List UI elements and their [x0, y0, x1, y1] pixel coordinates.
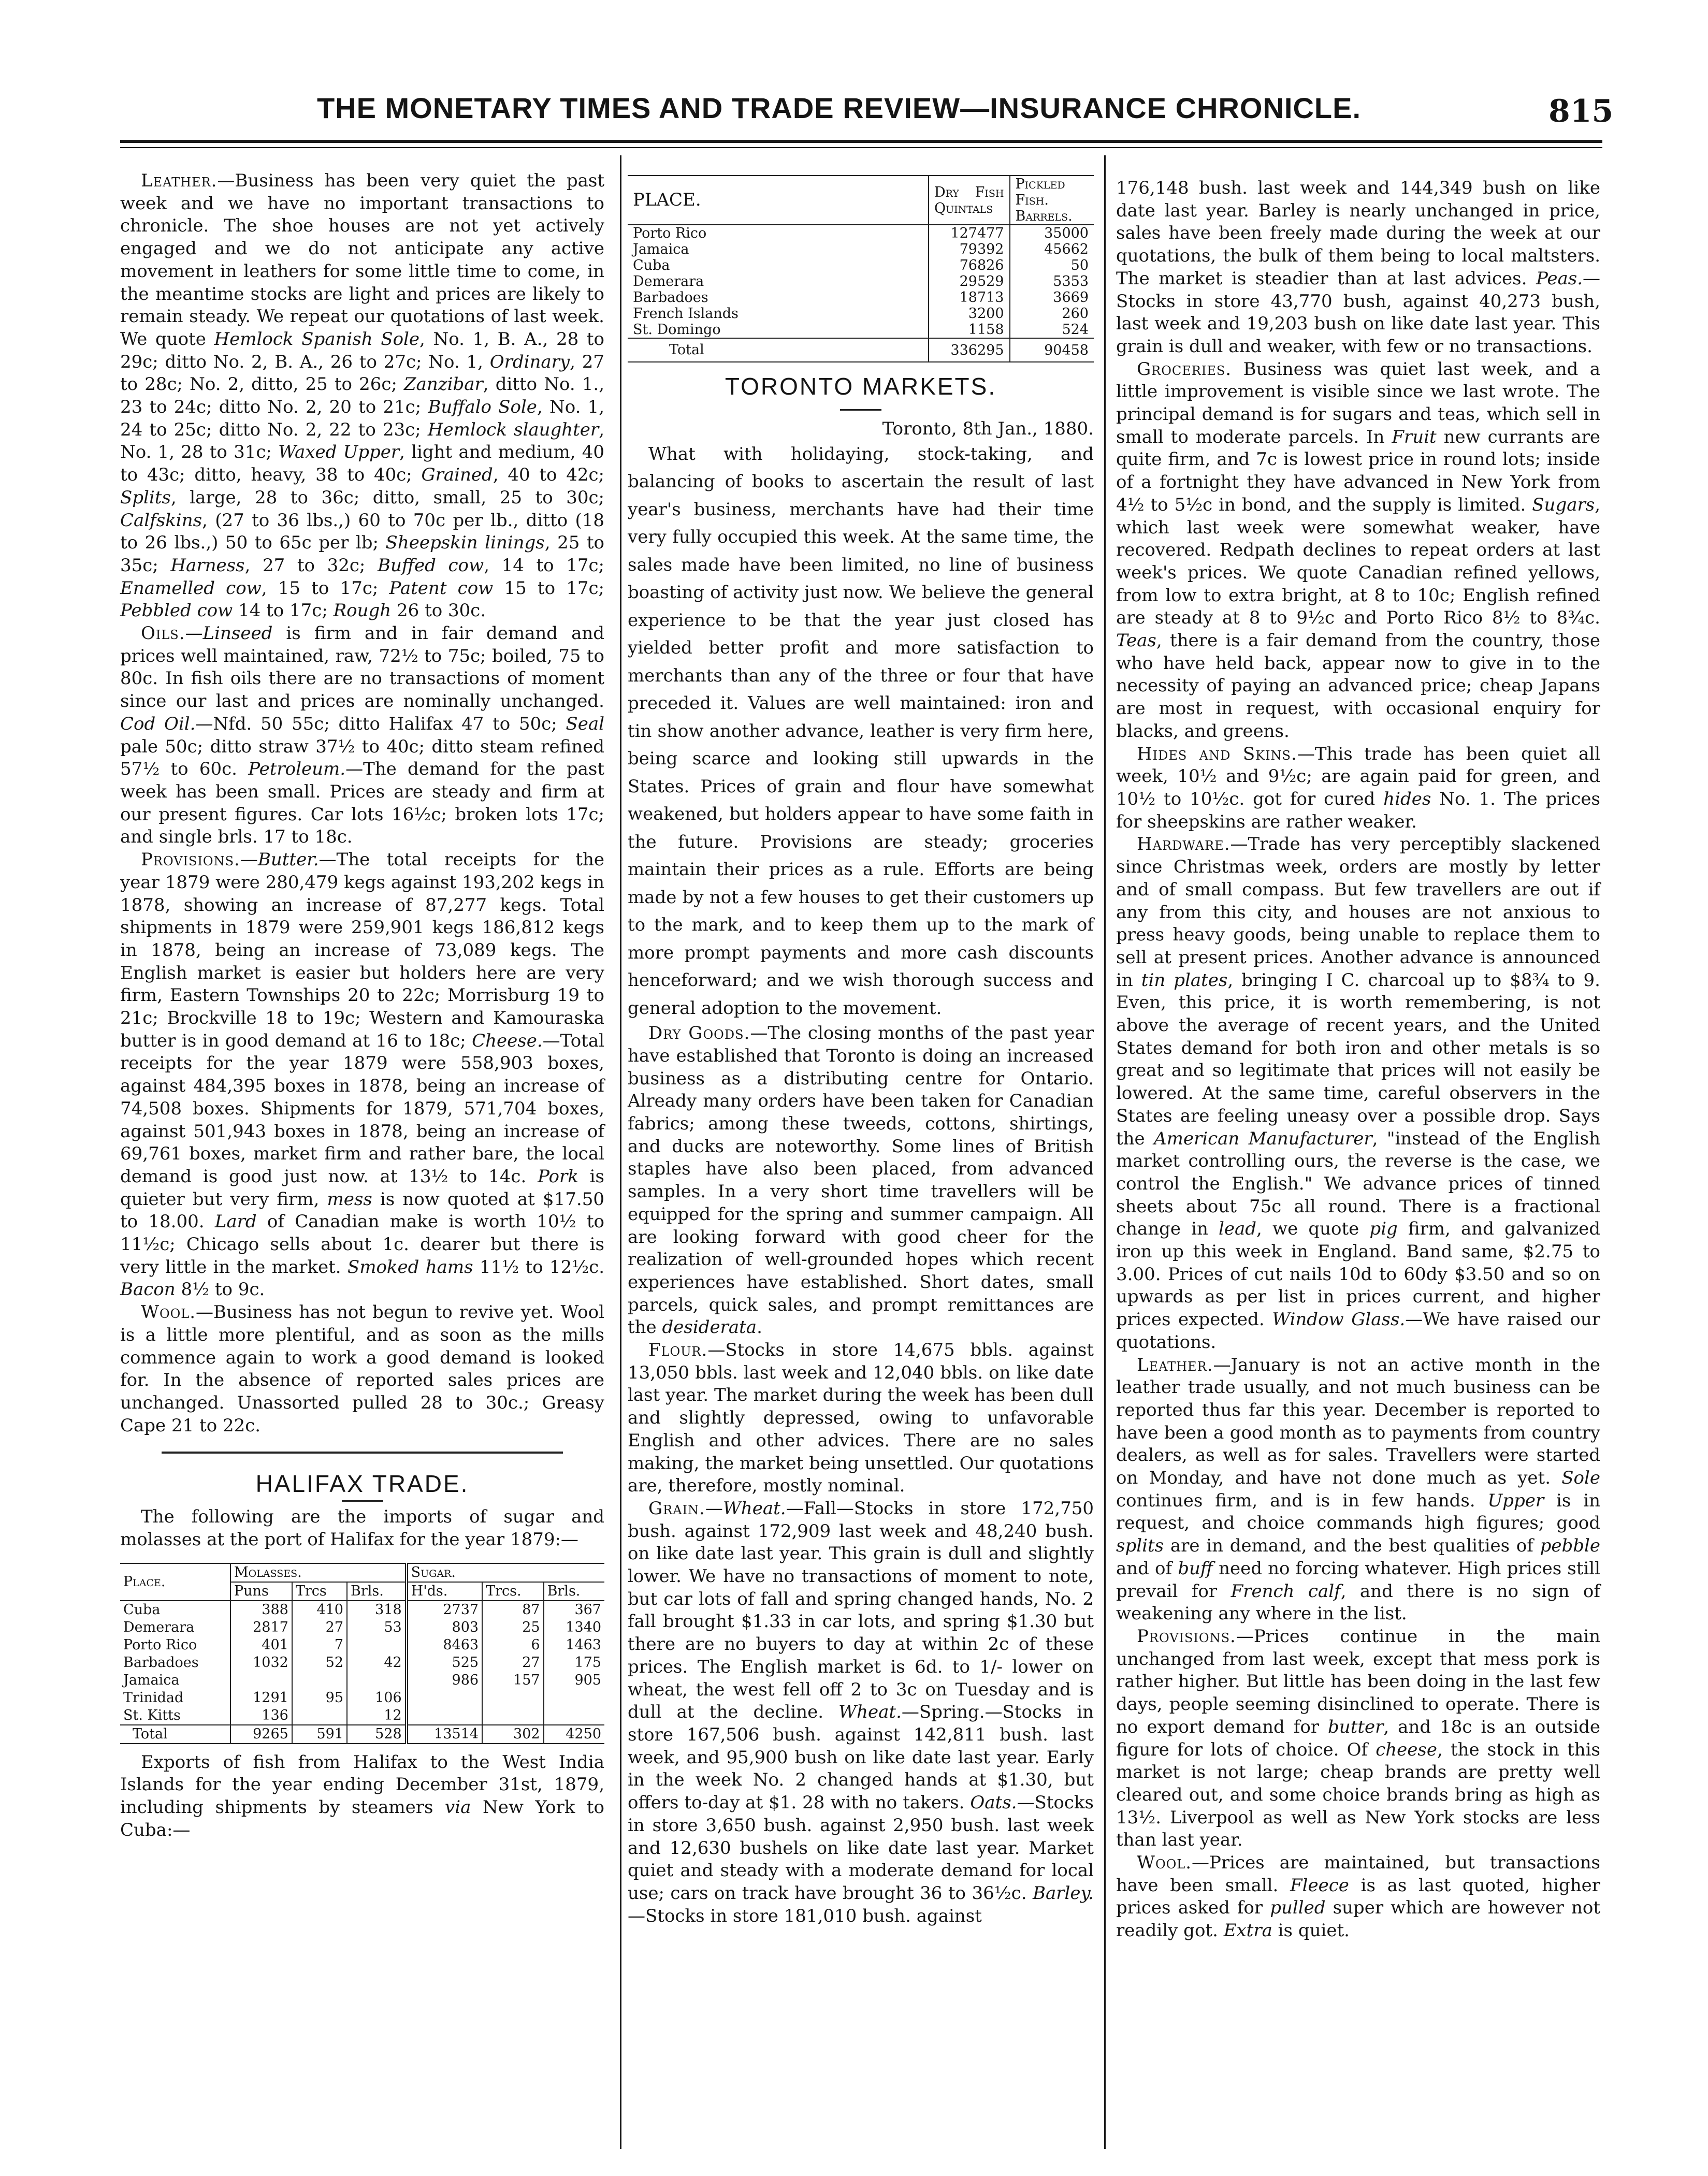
table-row	[120, 1707, 604, 1725]
italic-term: Harness	[170, 555, 245, 576]
section-lead: Oils.	[141, 623, 185, 644]
italic-term: Calfskins	[120, 510, 202, 531]
italic-term: tin plates	[1141, 969, 1228, 991]
section-lead: Hides and Skins.	[1137, 743, 1297, 764]
table-cell: French Islands	[633, 306, 739, 322]
section-lead: Provisions.	[1137, 1626, 1236, 1647]
italic-term: Buffalo Sole	[428, 397, 537, 418]
italic-term: cheese	[1376, 1739, 1437, 1760]
table-cell: 260	[1010, 306, 1094, 322]
paragraph: Provisions.—Butter.—The total receipts for the year 1879 were 280,479 kegs against 193,202 kegs in 1878, showing an increase of 87,277 kegs. Total shipments in 1879 were 259,901 kegs 186,812 kegs in 1878, being an increase of 73,089 kegs. The English market is easier but holders here are very firm, Eastern Townships 20 to 22c; Morrisburg 19 to 21c; Brockville 18 to 19c; Western and Kamouraska butter is in good demand at 16 to 18c; Cheese.—Total receipts for the year 1879 were 558,903 boxes, against 484,395 boxes in 1878, being an increase of 74,508 boxes. Shipments for 1879, 571,704 boxes, against 501,943 boxes in 1878, being an increase of 69,761 boxes, market firm and rather bare, the local demand is good just now. at 13½ to 14c. Pork is quieter but very firm, mess is now quoted at $17.50 to 18.00. Lard of Canadian make is worth 10½ to 11½c; Chicago sells about 1c. dearer but there is very little in the market. Smoked hams 11½ to 12½c. Bacon 8½ to 9c.	[120, 849, 605, 1300]
heading-dash	[342, 1500, 383, 1502]
table-cell: Trinidad	[123, 1689, 184, 1706]
table-cell: 13514	[407, 1725, 482, 1744]
italic-term: desiderata	[662, 1317, 757, 1338]
table-cell	[230, 1672, 292, 1689]
table-cell: Demerara	[123, 1619, 195, 1635]
fish-exports-table	[628, 175, 1094, 362]
table-cell: 35000	[1010, 225, 1094, 241]
table-cell: 367	[544, 1601, 604, 1619]
table-cell: 157	[482, 1672, 544, 1689]
table-row	[628, 322, 1094, 338]
section-heading: TORONTO MARKETS.	[725, 373, 997, 400]
italic-term: Sugars	[1532, 494, 1595, 515]
italic-term: Pork	[538, 1166, 578, 1187]
table-header: Trcs.	[482, 1582, 544, 1601]
table-cell: 591	[292, 1725, 347, 1744]
italic-term: Teas	[1116, 630, 1156, 651]
column-divider	[1104, 155, 1106, 2149]
italic-term: pig	[1369, 1218, 1398, 1240]
table-cell: 95	[292, 1689, 347, 1707]
italic-term: Wheat.	[722, 1498, 786, 1519]
italic-term: Sheepskin linings	[385, 532, 545, 554]
section-heading: HALIFAX TRADE.	[255, 1470, 469, 1498]
table-cell: 1463	[544, 1636, 604, 1654]
table-cell: 3200	[929, 306, 1010, 322]
italic-term: buff	[1178, 1558, 1213, 1579]
table-cell: 136	[230, 1707, 292, 1725]
italic-term: Rough	[333, 600, 392, 621]
table-cell: 175	[544, 1654, 604, 1672]
paragraph: Grain.—Wheat.—Fall—Stocks in store 172,750 bush. against 172,909 last week and 48,240 bush. on like date last year. This grain is dull and slightly lower. We have no transactions of moment to note, but car lots of fall and spring changed hands, No. 2 fall brought $1.33 in car lots, and spring $1.30 but there are no buyers to day at within 2c of these prices. The English market is 6d. to 1/- lower on wheat, the west fell off 2 to 3c on Tuesday and is dull at the decline. Wheat.—Spring.—Stocks in store 167,506 bush. against 142,811 bush. last week, and 95,900 bush on like date last year. Early in the week No. 2 changed hands at $1.30, but offers to-day at $1. 28 with no takers. Oats.—Stocks in store 3,650 bush. against 2,950 bush. last week and 12,630 bushels on like date last year. Market quiet and steady with a moderate demand for local use; cars on track have brought 36 to 36½c. Barley.—Stocks in store 181,010 bush. against	[628, 1498, 1094, 1926]
italic-term: Bacon	[120, 1279, 176, 1300]
table-cell: 1291	[230, 1689, 292, 1707]
italic-term: Patent cow	[389, 577, 494, 599]
table-header: Sugar.	[407, 1563, 604, 1582]
column-2	[628, 175, 1094, 1927]
italic-term: Cod Oil.	[120, 713, 196, 734]
table-cell: Jamaica	[633, 241, 689, 257]
page-header-title: THE MONETARY TIMES AND TRADE REVIEW—INSURANCE CHRONICLE.	[316, 92, 1362, 124]
paragraph: Leather.—January is not an active month in the leather trade usually, and not much business can be reported thus far this year. December is reported to have been a good month as to payments from country dealers, as well as for sales. Travellers were started on Monday, and have not done much as yet. Sole continues firm, and is in few hands. Upper is in request, and choice commands high figures; good splits are in demand, and the best qualities of pebble and of buff need no forcing whatever. High prices still prevail for French calf, and there is no sign of weakening any where in the list.	[1116, 1354, 1600, 1624]
table-cell: 90458	[1010, 338, 1094, 362]
table-cell	[292, 1707, 347, 1725]
section-lead: Hardware.	[1137, 834, 1231, 855]
table-cell: Total	[120, 1725, 230, 1744]
paragraph: Groceries. Business was quiet last week, and a little improvement is visible since we last wrote. The principal demand is for sugars and teas, which sell in small to moderate parcels. In Fruit new currants are quite firm, and 7c is lowest price in round lots; inside of a fortnight they have advanced in New York from 4½ to 5½c in bond, and the supply is limited. Sugars, which last week were somewhat weaker, have recovered. Redpath declines to repeat orders at last week's prices. We quote Canadian refined yellows, from low to extra bright, at 8 to 10c; English refined are steady at 8 to 9½c and Porto Rico 8½ to 8¾c. Teas, there is a fair demand from the country, those who have held back, appear now to give in to the necessity of paying an advanced price; cheap Japans are most in request, with occasional enquiry for blacks, and greens.	[1116, 358, 1600, 742]
table-row	[628, 273, 1094, 289]
page-number: 815	[1548, 93, 1614, 129]
table-cell: 27	[292, 1619, 347, 1636]
italic-term: lead	[1219, 1218, 1257, 1240]
table-header: Dry Fish Quintals	[929, 176, 1010, 225]
italic-term: Zanzibar	[403, 374, 483, 395]
table-cell: 2737	[407, 1601, 482, 1619]
table-cell: 5353	[1010, 273, 1094, 289]
italic-term: Ordinary	[489, 351, 570, 372]
table-header: Pickled Fish. Barrels.	[1010, 176, 1094, 225]
table-cell: 388	[230, 1601, 292, 1619]
table-cell	[407, 1689, 482, 1707]
table-row	[120, 1725, 604, 1744]
paragraph: Leather.—Business has been very quiet the past week and we have no important transactions to chronicle. The shoe houses are not yet actively engaged and we do not anticipate any active movement in leathers for some little time to come, in the meantime stocks are light and prices are likely to remain steady. We repeat our quotations of last week. We quote Hemlock Spanish Sole, No. 1, B. A., 28 to 29c; ditto No. 2, B. A., 26 to 27c; No. 1, Ordinary, 27 to 28c; No. 2, ditto, 25 to 26c; Zanzibar, ditto No. 1., 23 to 24c; ditto No. 2, 20 to 21c; Buffalo Sole, No. 1, 24 to 25c; ditto No. 2, 22 to 23c; Hemlock slaughter, No. 1, 28 to 31c; Waxed Upper, light and medium, 40 to 43c; ditto, heavy, 38 to 40c; Grained, 40 to 42c; Splits, large, 28 to 36c; ditto, small, 25 to 30c; Calfskins, (27 to 36 lbs.,) 60 to 70c per lb., ditto (18 to 26 lbs.,) 50 to 65c per lb; Sheepskin linings, 25 to 35c; Harness, 27 to 32c; Buffed cow, 14 to 17c; Enamelled cow, 15 to 17c; Patent cow 15 to 17c; Pebbled cow 14 to 17c; Rough 26 to 30c.	[120, 170, 605, 621]
italic-term: Linseed	[202, 623, 273, 644]
table-cell: 302	[482, 1725, 544, 1744]
table-cell: 50	[1010, 257, 1094, 273]
table-cell	[347, 1672, 407, 1689]
table-cell: St. Domingo	[633, 322, 721, 338]
section-lead: Grain.	[648, 1498, 705, 1519]
italic-term: French calf	[1231, 1580, 1341, 1602]
italic-term: Wheat.	[838, 1702, 902, 1723]
table-cell: 524	[1010, 322, 1094, 338]
table-cell: Porto Rico	[123, 1636, 197, 1653]
table-cell: 45662	[1010, 241, 1094, 257]
header-rule	[120, 140, 1602, 143]
table-cell: Cuba	[633, 257, 670, 273]
table-row	[120, 1654, 604, 1672]
table-cell: 42	[347, 1654, 407, 1672]
table-cell: 7	[292, 1636, 347, 1654]
table-cell: 2817	[230, 1619, 292, 1636]
italic-term: Upper	[1487, 1490, 1544, 1511]
table-cell: 318	[347, 1601, 407, 1619]
table-cell: 87	[482, 1601, 544, 1619]
table-cell: Jamaica	[123, 1672, 180, 1688]
table-cell: Cuba	[123, 1601, 161, 1618]
column-divider	[620, 155, 621, 2149]
table-row	[628, 225, 1094, 241]
table-row	[120, 1636, 604, 1654]
table-cell: 79392	[929, 241, 1010, 257]
table-header: H'ds.	[407, 1582, 482, 1601]
heading-dash	[840, 409, 881, 411]
table-cell: 29529	[929, 273, 1010, 289]
table-header: PLACE.	[628, 176, 929, 225]
table-cell: 803	[407, 1619, 482, 1636]
italic-term: Barley.	[1032, 1882, 1094, 1904]
italic-term: Peas.	[1536, 268, 1583, 289]
section-lead: Leather.	[1137, 1354, 1213, 1375]
table-cell: Barbadoes	[123, 1654, 199, 1671]
paragraph: Hides and Skins.—This trade has been quiet all week, 10½ and 9½c; are again paid for green, and 10½ to 10½c. got for cured hides No. 1. The prices for sheepskins are rather weaker.	[1116, 743, 1600, 832]
table-cell	[482, 1689, 544, 1707]
table-row	[120, 1689, 604, 1707]
column-3	[1116, 177, 1600, 1942]
italic-term: Seal	[566, 713, 604, 734]
italic-term: Cheese.	[472, 1030, 543, 1051]
table-cell: 25	[482, 1619, 544, 1636]
table-cell: 52	[292, 1654, 347, 1672]
table-cell: 18713	[929, 289, 1010, 306]
table-row	[120, 1601, 604, 1619]
table-cell	[347, 1636, 407, 1654]
section-lead: Flour.	[648, 1340, 708, 1361]
table-header: Brls.	[347, 1582, 407, 1601]
italic-term: Petroleum.	[248, 759, 346, 780]
table-cell: 8463	[407, 1636, 482, 1654]
table-cell: 410	[292, 1601, 347, 1619]
table-cell: 401	[230, 1636, 292, 1654]
table-cell: 106	[347, 1689, 407, 1707]
section-separator	[162, 1452, 563, 1454]
section-lead: Provisions.	[141, 849, 240, 871]
table-cell: 905	[544, 1672, 604, 1689]
italic-term: Butter.	[257, 849, 319, 871]
table-cell	[482, 1707, 544, 1725]
table-cell: Total	[628, 338, 929, 362]
italic-term: Window Glass.	[1272, 1309, 1406, 1330]
table-cell: 76826	[929, 257, 1010, 273]
header-rule-thin	[120, 147, 1602, 148]
italic-term: butter	[1328, 1716, 1384, 1737]
table-cell: 53	[347, 1619, 407, 1636]
paragraph: Oils.—Linseed is firm and in fair demand and prices well maintained, raw, 72½ to 75c; boiled, 75 to 80c. In fish oils there are no transactions of moment since our last and prices are nominally unchanged. Cod Oil.—Nfd. 50 55c; ditto Halifax 47 to 50c; Seal pale 50c; ditto straw 37½ to 40c; ditto steam refined 57½ to 60c. Petroleum.—The demand for the past week has been small. Prices are steady and firm at our present figures. Car lots 16½c; broken lots 17c; and single brls. 17 to 18c.	[120, 623, 605, 848]
paragraph: 176,148 bush. last week and 144,349 bush on like date last year. Barley is nearly unchanged in price, sales have been freely made during the week at our quotations, the bulk of them being to local maltsters. The market is steadier than at last advices. Peas.—Stocks in store 43,770 bush, against 40,273 bush, last week and 19,203 bush on like date last year. This grain is dull and weaker, with few or no transactions.	[1116, 178, 1600, 357]
table-row	[628, 289, 1094, 306]
italic-term: Hemlock slaughter	[427, 419, 599, 440]
paragraph: Wool.—Prices are maintained, but transactions have been small. Fleece is as last quoted, higher prices asked for pulled super which are however not readily got. Extra is quiet.	[1116, 1852, 1600, 1941]
table-cell: 336295	[929, 338, 1010, 362]
italic-term: splits	[1116, 1535, 1164, 1557]
table-cell: 4250	[544, 1725, 604, 1744]
paragraph: Hardware.—Trade has very perceptibly slackened since Christmas week, orders are mostly by letter and of small compass. But few travellers are out if any from this city, and houses are not anxious to press heavy goods, being unable to replace them to sell at present prices. Another advance is announced in tin plates, bringing I C. charcoal up to $8¾ to 9. Even, this price, it is worth remembering, is not above the average of recent years, and the United States demand for both iron and other metals is so great and so legitimate that prices will not easily be lowered. At the same time, careful observers in the States are feeling uneasy over a possible drop. Says the American Manufacturer, "instead of the English market controlling ours, the reverse is the case, we control the English." We advance prices of tinned sheets about 75c all round. There is a fractional change in lead, we quote pig firm, and galvanized iron up this week in England. Band same, $2.75 to 3.00. Prices of cut nails 10d to 60dy $3.50 and so on upwards as per list in prices current, and higher prices expected. Window Glass.—We have raised our quotations.	[1116, 834, 1600, 1353]
table-header: Molasses.	[230, 1563, 407, 1582]
table-cell	[292, 1672, 347, 1689]
section-lead: Wool.	[1137, 1852, 1192, 1874]
italic-term: Smoked hams	[347, 1256, 473, 1278]
table-row	[628, 241, 1094, 257]
italic-term: via	[445, 1797, 471, 1818]
table-cell: 1032	[230, 1654, 292, 1672]
paragraph: Dry Goods.—The closing months of the past year have established that Toronto is doing an increased business as a distributing centre for Ontario. Already many orders have been taken for Canadian fabrics; among these tweeds, cottons, shirtings, and ducks are noteworthy. Some lines of British staples have also been placed, from advanced samples. In a very short time travellers will be equipped for the spring and summer campaign. All are looking forward with good cheer for the realization of well-grounded hopes which recent experiences have established. Short dates, small parcels, quick sales, and prompt remittances are the desiderata.	[628, 1023, 1094, 1338]
italic-term: Fleece	[1290, 1875, 1349, 1896]
table-row	[120, 1619, 604, 1636]
table-cell: 12	[347, 1707, 407, 1725]
table-cell: 986	[407, 1672, 482, 1689]
italic-term: Pebbled cow	[120, 600, 233, 621]
italic-term: Lard	[214, 1211, 257, 1232]
paragraph: What with holidaying, stock-taking, and balancing of books to ascertain the result of last year's business, merchants have had their time very fully occupied this week. At the same time, the sales made have been limited, no line of business boasting of activity just now. We believe the general experience to be that the year just closed has yielded better profit and more satisfaction to merchants than any of the three or four that have preceded it. Values are well maintained: iron and tin show another advance, leather is very firm here, being scarce and looking still upwards in the States. Prices of grain and flour have somewhat weakened, but holders appear to have some faith in the future. Provisions are steady; groceries maintain their prices as a rule. Efforts are being made by not a few houses to get their customers up to the mark, and to keep them up to the mark of more prompt payments and more cash discounts henceforward; and we wish thorough success and general adoption to the movement.	[628, 443, 1094, 1019]
table-cell: Demerara	[633, 273, 704, 289]
table-cell	[407, 1707, 482, 1725]
table-cell: Porto Rico	[633, 225, 707, 241]
table-header: Trcs	[292, 1582, 347, 1601]
italic-term: Waxed Upper	[278, 442, 400, 463]
italic-term: Oats.	[970, 1792, 1017, 1814]
table-cell: St. Kitts	[123, 1707, 181, 1723]
table-cell: 525	[407, 1654, 482, 1672]
table-cell: Barbadoes	[633, 289, 708, 306]
table-header: Place.	[123, 1573, 166, 1590]
section-lead: Wool.	[141, 1302, 196, 1323]
italic-term: Sole	[1561, 1468, 1600, 1489]
table-row	[120, 1672, 604, 1689]
italic-term: Grained	[421, 465, 493, 486]
table-row	[628, 306, 1094, 322]
column-1	[120, 170, 604, 1842]
italic-term: Enamelled cow	[120, 577, 262, 599]
table-cell: 6	[482, 1636, 544, 1654]
table-header: Brls.	[544, 1582, 604, 1601]
table-cell: 9265	[230, 1725, 292, 1744]
italic-term: Buffed cow	[378, 555, 484, 576]
section-lead: Leather.	[141, 170, 218, 191]
table-cell	[544, 1707, 604, 1725]
table-cell: 1158	[929, 322, 1010, 338]
dateline: Toronto, 8th Jan., 1880.	[882, 418, 1094, 439]
section-lead: Groceries.	[1137, 358, 1232, 380]
section-lead: Dry Goods.	[648, 1023, 750, 1044]
paragraph: Flour.—Stocks in store 14,675 bbls. against 13,050 bbls. last week and 12,040 bbls. on like date last year. The market during the week has been dull and slightly depressed, owing to unfavorable English and other advices. There are no sales making, the market being unsettled. Our quotations are, therefore, mostly nominal.	[628, 1340, 1094, 1497]
paragraph: Exports of fish from Halifax to the West India Islands for the year ending December 31st, 1879, including shipments by steamers via New York to Cuba:—	[120, 1751, 604, 1840]
italic-term: pulled	[1270, 1897, 1326, 1919]
table-row	[628, 257, 1094, 273]
table-row	[628, 338, 1094, 362]
paragraph: The following are the imports of sugar and molasses at the port of Halifax for the year 1879:—	[120, 1506, 604, 1550]
italic-term: American Manufacturer	[1154, 1128, 1372, 1149]
table-cell: 3669	[1010, 289, 1094, 306]
table-cell	[544, 1689, 604, 1707]
italic-term: mess	[327, 1188, 372, 1210]
table-cell: 127477	[929, 225, 1010, 241]
italic-term: Fruit	[1392, 426, 1437, 447]
paragraph: Provisions.—Prices continue in the main unchanged from last week, except that mess pork is rather higher. But little has been doing in the last few days, people seeming disinclined to operate. There is no export demand for butter, and 18c is an outside figure for lots of choice. Of cheese, the stock in this market is not large; cheap brands are pretty well cleared out, and some choice brands bring as high as 13½. Liverpool as well as New York stocks are less than last year.	[1116, 1626, 1600, 1851]
table-header: Puns	[230, 1582, 292, 1601]
italic-term: Hemlock Spanish Sole	[214, 328, 420, 350]
italic-term: hides	[1383, 788, 1431, 809]
italic-term: Splits	[120, 487, 171, 508]
paragraph: Wool.—Business has not begun to revive yet. Wool is a little more plentiful, and as soon as the mills commence again to work a good demand is looked for. In the absence of reported sales prices are unchanged. Unassorted pulled 28 to 30c.; Greasy Cape 21 to 22c.	[120, 1302, 604, 1436]
table-cell: 27	[482, 1654, 544, 1672]
italic-term: pebble	[1540, 1535, 1600, 1557]
table-cell: 1340	[544, 1619, 604, 1636]
italic-term: Extra	[1223, 1920, 1272, 1941]
imports-table	[120, 1563, 604, 1744]
table-cell: 528	[347, 1725, 407, 1744]
